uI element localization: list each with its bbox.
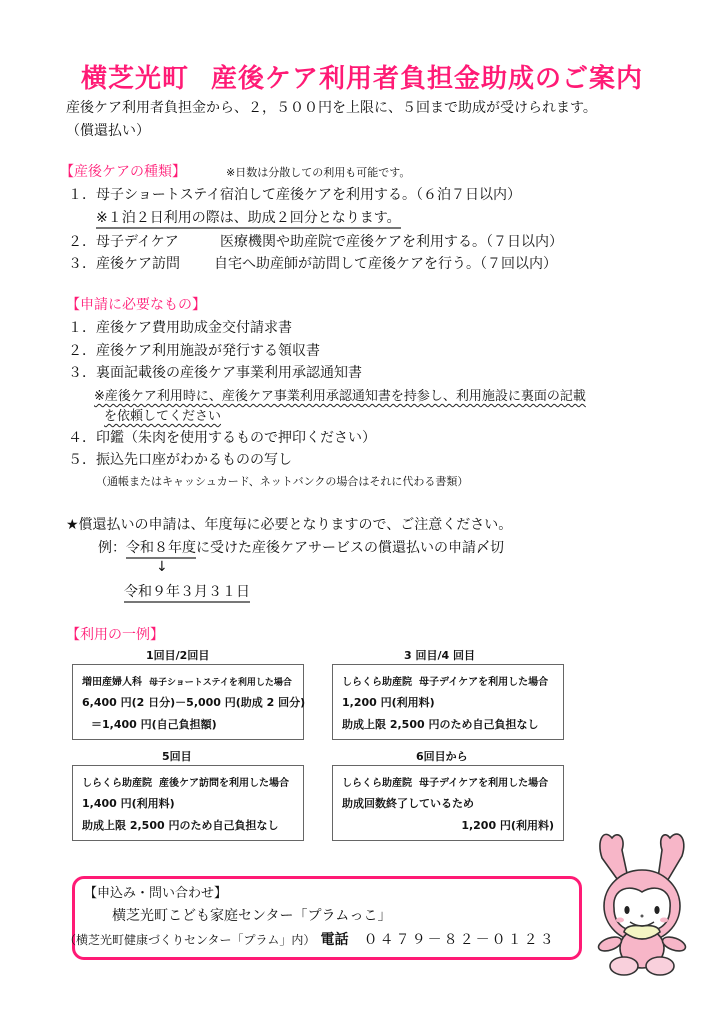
required-heading: 【申請に必要なもの】 — [66, 297, 206, 313]
example-card: しらくら助産院 母子デイケアを利用した場合 1,200 円(利用料) 助成上限 2,500 円のため自己負担なし — [332, 664, 564, 740]
deadline-date: 令和９年３月３１日 — [124, 584, 250, 603]
contact-line — [64, 929, 556, 949]
mascot-rabbit-icon — [592, 828, 702, 978]
page-title — [0, 58, 724, 95]
example-card: 増田産婦人科 母子ショートステイを利用した場合 6,400 円(2 日分)－5,000 円(助成 2 回分) ＝1,400 円(自己負担額) — [72, 664, 304, 740]
required-item: ５．振込先口座がわかるものの写し — [68, 452, 292, 468]
care-type-name: 母子ショートステイ — [96, 187, 221, 203]
example-label: 1回目/2回目 — [146, 649, 210, 662]
example-label: 6回目から — [416, 750, 468, 763]
reimbursement-example: 例：令和８年度に受けた産後ケアサービスの償還払いの申請〆切 — [98, 537, 504, 557]
care-types-heading: 【産後ケアの種類】 — [60, 164, 186, 180]
care-type-desc: 医療機関や助産院で産後ケアを利用する。（７日以内） — [220, 234, 563, 250]
care-type-item: ２．母子デイケア 医療機関や助産院で産後ケアを利用する。（７日以内） — [68, 231, 563, 251]
arrow-down-icon: ↓ — [156, 559, 168, 575]
title-town: 横芝光町 — [80, 64, 189, 94]
care-type-item: １．母子ショートステイ宿泊して産後ケアを利用する。（６泊７日以内） — [68, 184, 521, 204]
intro-text: 産後ケア利用者負担金から、２，５００円を上限に、５回まで助成が受けられます。 — [66, 100, 597, 116]
example-label: 5回目 — [162, 750, 192, 763]
care-type-name: 母子デイケア — [96, 234, 179, 250]
care-type-item: ３．産後ケア訪問 自宅へ助産師が訪問して産後ケアを行う。（７回以内） — [68, 253, 557, 273]
care-type-desc: 自宅へ助産師が訪問して産後ケアを行う。（７回以内） — [214, 256, 557, 272]
care-type-sub-note: ※１泊２日利用の際は、助成２回分となります。 — [96, 210, 401, 229]
example-card: しらくら助産院 母子デイケアを利用した場合 助成回数終了しているため 1,200 円(利用料) — [332, 765, 564, 841]
required-note-line2: を依頼してください — [104, 409, 222, 424]
reimbursement-notice: ★償還払いの申請は、年度毎に必要となりますので、ご注意ください。 — [66, 517, 513, 533]
care-types-note: ※日数は分散しての利用も可能です。 — [226, 166, 411, 179]
required-item: ４．印鑑（朱肉を使用するもので押印ください） — [68, 430, 376, 446]
example-label: 3 回目/4 回目 — [404, 649, 475, 662]
contact-heading: 【申込み・問い合わせ】 — [84, 886, 228, 901]
required-item: ２．産後ケア利用施設が発行する領収書 — [68, 343, 320, 359]
contact-location: （横芝光町健康づくりセンター「プラム」内） — [64, 933, 316, 947]
required-note-line1: ※産後ケア利用時に、産後ケア事業利用承認通知書を持参し、利用施設に裏面の記載 — [94, 389, 586, 404]
phone-number: ０４７９－８２－０１２３ — [363, 932, 556, 948]
required-item: １．産後ケア費用助成金交付請求書 — [68, 320, 292, 336]
examples-heading: 【利用の一例】 — [66, 627, 164, 643]
phone-label: 電話 — [320, 932, 349, 948]
title-main: 産後ケア利用者負担金助成のご案内 — [211, 64, 644, 94]
required-note5: （通帳またはキャッシュカード、ネットバンクの場合はそれに代わる書類） — [96, 475, 469, 488]
required-item: ３．裏面記載後の産後ケア事業利用承認通知書 — [68, 365, 362, 381]
care-type-name: 産後ケア訪問 — [96, 256, 180, 272]
care-type-desc: 宿泊して産後ケアを利用する。（６泊７日以内） — [220, 187, 521, 203]
example-year: 令和８年度 — [126, 540, 196, 559]
example-card: しらくら助産院 産後ケア訪問を利用した場合 1,400 円(利用料) 助成上限 2,500 円のため自己負担なし — [72, 765, 304, 841]
intro-note: （償還払い） — [66, 123, 150, 139]
contact-org: 横芝光町こども家庭センター「プラムっこ」 — [112, 908, 392, 924]
